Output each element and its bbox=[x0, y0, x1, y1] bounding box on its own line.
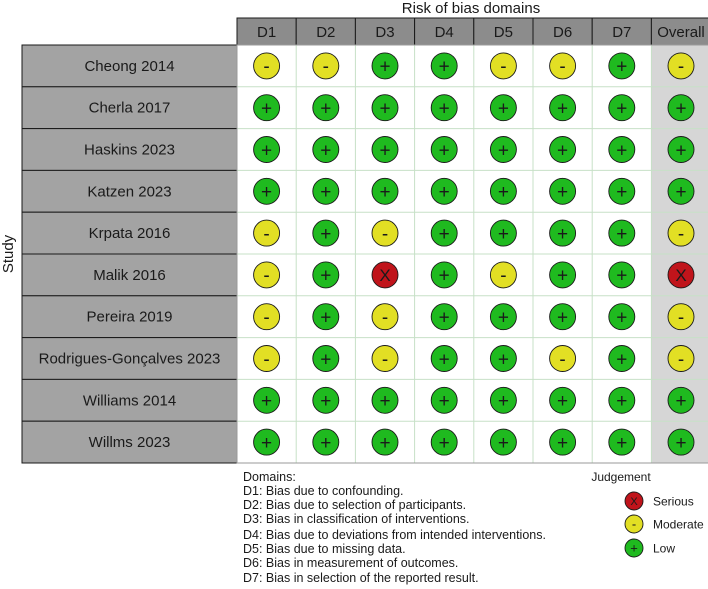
domain-low-marker bbox=[313, 262, 339, 288]
domain-low-marker bbox=[431, 95, 457, 121]
domain-description: D3: Bias in classification of interventions. bbox=[243, 512, 470, 526]
serious-marker-symbol: X bbox=[630, 495, 638, 508]
low-marker-symbol: + bbox=[438, 98, 450, 120]
domain-moderate-marker bbox=[313, 53, 339, 79]
overall-low-marker bbox=[668, 387, 694, 413]
low-marker-symbol: + bbox=[675, 140, 687, 162]
low-marker-symbol: + bbox=[438, 265, 450, 287]
moderate-marker-symbol: - bbox=[677, 56, 685, 78]
study-label: Katzen 2023 bbox=[87, 183, 172, 201]
column-header-label: D6 bbox=[553, 24, 573, 41]
domain-moderate-marker bbox=[372, 346, 398, 372]
low-marker-symbol: + bbox=[379, 56, 391, 78]
domain-moderate-marker bbox=[254, 304, 280, 330]
low-marker-symbol: + bbox=[261, 98, 273, 120]
domain-low-marker bbox=[550, 220, 576, 246]
domain-low-marker bbox=[490, 346, 516, 372]
domain-low-marker bbox=[313, 220, 339, 246]
risk-table bbox=[22, 18, 708, 463]
study-label: Krpata 2016 bbox=[88, 225, 171, 243]
domain-low-marker bbox=[313, 137, 339, 163]
low-marker-symbol: + bbox=[557, 182, 569, 204]
study-label: Willms 2023 bbox=[88, 434, 171, 452]
legend-serious-marker bbox=[625, 492, 643, 510]
domain-low-marker bbox=[490, 304, 516, 330]
low-marker-symbol: + bbox=[438, 223, 450, 245]
low-marker-symbol: + bbox=[320, 140, 332, 162]
domain-low-marker bbox=[313, 178, 339, 204]
domain-low-marker bbox=[372, 178, 398, 204]
domain-low-marker bbox=[313, 304, 339, 330]
low-marker-symbol: + bbox=[261, 140, 273, 162]
domain-low-marker bbox=[490, 429, 516, 455]
domain-low-marker bbox=[254, 137, 280, 163]
overall-moderate-marker bbox=[668, 304, 694, 330]
moderate-marker-symbol: - bbox=[559, 349, 566, 371]
domain-low-marker bbox=[372, 53, 398, 79]
moderate-marker-symbol: - bbox=[677, 307, 685, 329]
domain-low-marker bbox=[254, 429, 280, 455]
moderate-marker-symbol: - bbox=[322, 56, 329, 78]
overall-low-marker bbox=[668, 95, 694, 121]
domain-low-marker bbox=[550, 262, 576, 288]
low-marker-symbol: + bbox=[497, 349, 509, 371]
legend-title: Judgement bbox=[591, 470, 651, 484]
low-marker-symbol: + bbox=[438, 432, 450, 454]
domain-description: D1: Bias due to confounding. bbox=[243, 484, 404, 498]
low-marker-symbol: + bbox=[261, 391, 273, 413]
study-label: Rodrigues-Gonçalves 2023 bbox=[38, 350, 221, 368]
low-marker-symbol: + bbox=[320, 349, 332, 371]
domains-title: Domains: bbox=[243, 470, 296, 484]
study-label: Cheong 2014 bbox=[84, 57, 175, 75]
domain-low-marker bbox=[609, 220, 635, 246]
domain-low-marker bbox=[490, 220, 516, 246]
study-label: Malik 2016 bbox=[93, 266, 166, 284]
moderate-marker-symbol: - bbox=[677, 349, 685, 371]
domain-low-marker bbox=[372, 95, 398, 121]
low-marker-symbol: + bbox=[675, 182, 687, 204]
low-marker-symbol: + bbox=[438, 307, 450, 329]
domain-low-marker bbox=[490, 387, 516, 413]
low-marker-symbol: + bbox=[379, 391, 391, 413]
domain-low-marker bbox=[490, 178, 516, 204]
domain-low-marker bbox=[254, 178, 280, 204]
low-marker-symbol: + bbox=[616, 182, 628, 204]
domain-low-marker bbox=[609, 53, 635, 79]
moderate-marker-symbol: - bbox=[631, 516, 637, 532]
overall-moderate-marker bbox=[668, 53, 694, 79]
low-marker-symbol: + bbox=[379, 98, 391, 120]
overall-moderate-marker bbox=[668, 220, 694, 246]
domain-low-marker bbox=[550, 95, 576, 121]
serious-marker-symbol: X bbox=[379, 266, 391, 286]
low-marker-symbol: + bbox=[497, 223, 509, 245]
moderate-marker-symbol: - bbox=[263, 56, 270, 78]
low-marker-symbol: + bbox=[557, 307, 569, 329]
domain-low-marker bbox=[609, 387, 635, 413]
domain-moderate-marker bbox=[254, 262, 280, 288]
domain-moderate-marker bbox=[550, 53, 576, 79]
domain-low-marker bbox=[550, 387, 576, 413]
low-marker-symbol: + bbox=[616, 140, 628, 162]
overall-low-marker bbox=[668, 429, 694, 455]
moderate-marker-symbol: - bbox=[500, 265, 507, 287]
domain-description: D6: Bias in measurement of outcomes. bbox=[243, 556, 459, 570]
low-marker-symbol: + bbox=[557, 391, 569, 413]
low-marker-symbol: + bbox=[438, 391, 450, 413]
low-marker-symbol: + bbox=[379, 182, 391, 204]
domain-low-marker bbox=[431, 137, 457, 163]
low-marker-symbol: + bbox=[261, 182, 273, 204]
column-header-label: D7 bbox=[612, 24, 632, 41]
domain-low-marker bbox=[609, 137, 635, 163]
y-axis-label: Study bbox=[0, 234, 17, 274]
domain-low-marker bbox=[313, 429, 339, 455]
domain-description: D2: Bias due to selection of participants. bbox=[243, 498, 467, 512]
moderate-marker-symbol: - bbox=[263, 307, 270, 329]
domain-low-marker bbox=[372, 137, 398, 163]
low-marker-symbol: + bbox=[557, 265, 569, 287]
legend-moderate-label: Moderate bbox=[653, 517, 704, 532]
domain-low-marker bbox=[431, 53, 457, 79]
domain-low-marker bbox=[609, 178, 635, 204]
domain-low-marker bbox=[609, 304, 635, 330]
domain-low-marker bbox=[254, 95, 280, 121]
low-marker-symbol: + bbox=[497, 432, 509, 454]
domain-moderate-marker bbox=[490, 262, 516, 288]
low-marker-symbol: + bbox=[675, 432, 687, 454]
domain-moderate-marker bbox=[550, 346, 576, 372]
low-marker-symbol: + bbox=[675, 391, 687, 413]
domain-low-marker bbox=[313, 95, 339, 121]
low-marker-symbol: + bbox=[261, 432, 273, 454]
domain-moderate-marker bbox=[254, 53, 280, 79]
domain-low-marker bbox=[609, 429, 635, 455]
domain-low-marker bbox=[431, 178, 457, 204]
low-marker-symbol: + bbox=[557, 432, 569, 454]
domains-legend bbox=[243, 470, 546, 585]
domain-low-marker bbox=[550, 137, 576, 163]
domain-low-marker bbox=[609, 262, 635, 288]
low-marker-symbol: + bbox=[320, 223, 332, 245]
moderate-marker-symbol: - bbox=[381, 307, 389, 329]
moderate-marker-symbol: - bbox=[263, 223, 270, 245]
column-header-label: D3 bbox=[375, 24, 395, 41]
domain-low-marker bbox=[313, 346, 339, 372]
low-marker-symbol: + bbox=[320, 98, 332, 120]
chart-title: Risk of bias domains bbox=[401, 0, 541, 17]
low-marker-symbol: + bbox=[438, 349, 450, 371]
overall-low-marker bbox=[668, 137, 694, 163]
legend-low-label: Low bbox=[653, 541, 676, 556]
domain-description: D4: Bias due to deviations from intended interventions. bbox=[243, 528, 546, 542]
moderate-marker-symbol: - bbox=[500, 56, 507, 78]
overall-low-marker bbox=[668, 178, 694, 204]
low-marker-symbol: + bbox=[616, 223, 628, 245]
domain-low-marker bbox=[372, 429, 398, 455]
domain-description: D5: Bias due to missing data. bbox=[243, 542, 406, 556]
low-marker-symbol: + bbox=[557, 223, 569, 245]
column-header-label: D2 bbox=[316, 24, 336, 41]
low-marker-symbol: + bbox=[616, 307, 628, 329]
domain-low-marker bbox=[431, 304, 457, 330]
column-header-label: D1 bbox=[257, 24, 277, 41]
domain-serious-marker bbox=[372, 262, 398, 288]
low-marker-symbol: + bbox=[320, 182, 332, 204]
low-marker-symbol: + bbox=[320, 307, 332, 329]
domain-low-marker bbox=[490, 95, 516, 121]
low-marker-symbol: + bbox=[557, 140, 569, 162]
moderate-marker-symbol: - bbox=[263, 349, 270, 371]
low-marker-symbol: + bbox=[616, 265, 628, 287]
domain-low-marker bbox=[431, 429, 457, 455]
domain-low-marker bbox=[431, 346, 457, 372]
domain-moderate-marker bbox=[254, 220, 280, 246]
legend-moderate-marker bbox=[625, 515, 643, 533]
domain-moderate-marker bbox=[372, 304, 398, 330]
domain-low-marker bbox=[609, 346, 635, 372]
low-marker-symbol: + bbox=[616, 391, 628, 413]
domain-moderate-marker bbox=[372, 220, 398, 246]
low-marker-symbol: + bbox=[438, 56, 450, 78]
serious-marker-symbol: X bbox=[675, 266, 687, 286]
low-marker-symbol: + bbox=[497, 391, 509, 413]
domain-moderate-marker bbox=[254, 346, 280, 372]
low-marker-symbol: + bbox=[320, 432, 332, 454]
moderate-marker-symbol: - bbox=[559, 56, 566, 78]
overall-moderate-marker bbox=[668, 346, 694, 372]
domain-low-marker bbox=[254, 387, 280, 413]
low-marker-symbol: + bbox=[320, 265, 332, 287]
domain-low-marker bbox=[313, 387, 339, 413]
low-marker-symbol: + bbox=[616, 98, 628, 120]
domain-low-marker bbox=[550, 429, 576, 455]
low-marker-symbol: + bbox=[630, 540, 638, 556]
moderate-marker-symbol: - bbox=[381, 223, 389, 245]
low-marker-symbol: + bbox=[497, 182, 509, 204]
study-label: Williams 2014 bbox=[82, 392, 177, 410]
domain-low-marker bbox=[431, 387, 457, 413]
low-marker-symbol: + bbox=[675, 98, 687, 120]
domain-low-marker bbox=[372, 387, 398, 413]
moderate-marker-symbol: - bbox=[677, 223, 685, 245]
low-marker-symbol: + bbox=[438, 140, 450, 162]
moderate-marker-symbol: - bbox=[381, 349, 389, 371]
moderate-marker-symbol: - bbox=[263, 265, 270, 287]
low-marker-symbol: + bbox=[497, 98, 509, 120]
column-header-label: D5 bbox=[493, 24, 513, 41]
low-marker-symbol: + bbox=[320, 391, 332, 413]
study-label: Cherla 2017 bbox=[88, 99, 171, 117]
low-marker-symbol: + bbox=[616, 432, 628, 454]
study-label: Haskins 2023 bbox=[84, 141, 175, 159]
judgement-legend bbox=[591, 470, 704, 557]
domain-moderate-marker bbox=[490, 53, 516, 79]
column-header-label: Overall bbox=[657, 24, 705, 41]
domain-low-marker bbox=[490, 137, 516, 163]
column-header-label: D4 bbox=[434, 24, 454, 41]
low-marker-symbol: + bbox=[616, 56, 628, 78]
low-marker-symbol: + bbox=[557, 98, 569, 120]
domain-description: D7: Bias in selection of the reported result. bbox=[243, 571, 479, 585]
low-marker-symbol: + bbox=[497, 307, 509, 329]
legend-low-marker bbox=[625, 539, 643, 557]
domain-low-marker bbox=[431, 220, 457, 246]
low-marker-symbol: + bbox=[497, 140, 509, 162]
low-marker-symbol: + bbox=[616, 349, 628, 371]
low-marker-symbol: + bbox=[379, 432, 391, 454]
domain-low-marker bbox=[431, 262, 457, 288]
domain-low-marker bbox=[550, 304, 576, 330]
domain-low-marker bbox=[609, 95, 635, 121]
domain-low-marker bbox=[550, 178, 576, 204]
overall-serious-marker bbox=[668, 262, 694, 288]
legend-serious-label: Serious bbox=[653, 494, 694, 509]
low-marker-symbol: + bbox=[438, 182, 450, 204]
study-label: Pereira 2019 bbox=[86, 308, 173, 326]
low-marker-symbol: + bbox=[379, 140, 391, 162]
